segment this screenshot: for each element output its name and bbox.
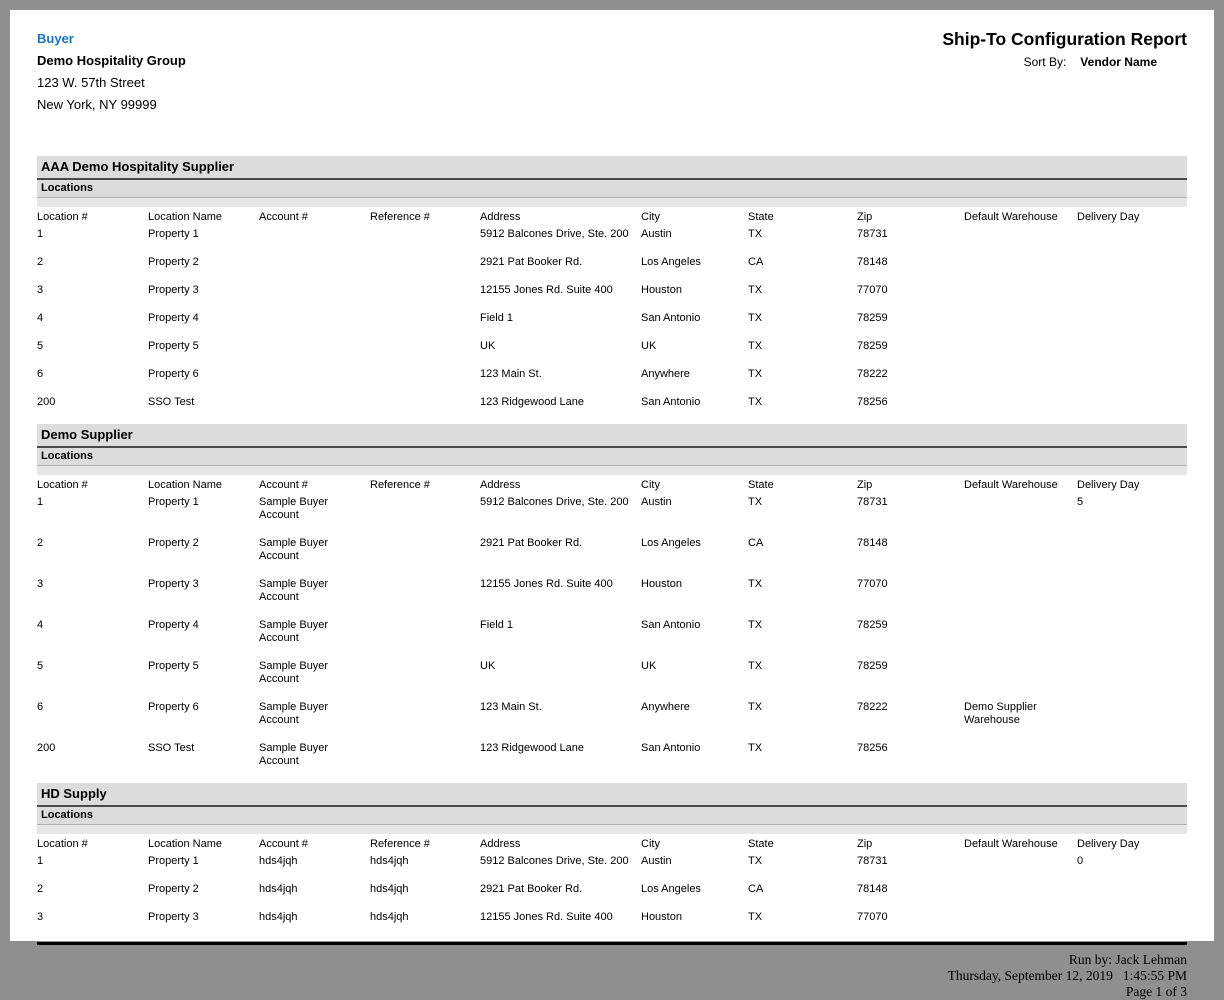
- section-strip: [37, 198, 1187, 207]
- cell-reference-number: hds4jqh: [370, 911, 409, 923]
- cell-location-name: Property 4: [148, 619, 199, 631]
- table-row: [37, 340, 1187, 368]
- cell-account-number: Sample Buyer Account: [259, 619, 329, 644]
- cell-reference-number: [370, 660, 480, 701]
- vendor-name-bar: Demo Supplier: [37, 424, 1187, 448]
- cell-address: 12155 Jones Rd. Suite 400: [480, 284, 613, 296]
- report-header: [37, 28, 1187, 116]
- cell-reference-number: [370, 701, 480, 742]
- buyer-block: [37, 28, 186, 116]
- cell-location-name: Property 2: [148, 883, 199, 895]
- cell-address: UK: [480, 340, 496, 352]
- cell-city: UK: [641, 660, 657, 672]
- cell-address: 5912 Balcones Drive, Ste. 200: [480, 228, 629, 240]
- locations-bar: Locations: [37, 180, 1187, 198]
- column-header-location-number: Location #: [37, 479, 88, 491]
- cell-city: Houston: [641, 578, 682, 590]
- report-title: Ship-To Configuration Report: [942, 29, 1187, 49]
- table-row: [37, 496, 1187, 537]
- cell-address: 5912 Balcones Drive, Ste. 200: [480, 496, 629, 508]
- cell-reference-number: [370, 228, 480, 256]
- vendor-section-aaa-demo-hospitality-supplier: [37, 156, 1187, 424]
- buyer-label: Buyer: [37, 31, 74, 46]
- cell-account-number: Sample Buyer Account: [259, 660, 329, 685]
- cell-location-number: 3: [37, 284, 44, 296]
- cell-state: TX: [748, 368, 763, 380]
- table-row: [37, 855, 1187, 883]
- column-header-zip: Zip: [857, 479, 873, 491]
- run-time: 1:45:55 PM: [1122, 968, 1187, 983]
- cell-account-number: Sample Buyer Account: [259, 742, 329, 767]
- cell-location-number: 3: [37, 578, 44, 590]
- cell-account-number: [259, 256, 370, 284]
- column-header-delivery-day: Delivery Day: [1077, 211, 1140, 223]
- cell-city: San Antonio: [641, 396, 701, 408]
- column-header-default-warehouse: Default Warehouse: [964, 479, 1058, 491]
- cell-reference-number: [370, 742, 480, 783]
- cell-state: TX: [748, 496, 763, 508]
- column-header-address: Address: [480, 838, 521, 850]
- cell-delivery-day: [1077, 660, 1187, 701]
- cell-city: Austin: [641, 228, 672, 240]
- cell-state: CA: [748, 256, 764, 268]
- column-header-delivery-day: Delivery Day: [1077, 838, 1140, 850]
- cell-state: TX: [748, 660, 763, 672]
- cell-location-name: Property 3: [148, 578, 199, 590]
- cell-account-number: [259, 228, 370, 256]
- cell-default-warehouse: [964, 396, 1077, 424]
- cell-location-name: Property 3: [148, 284, 199, 296]
- table-row: [37, 228, 1187, 256]
- cell-reference-number: [370, 578, 480, 619]
- cell-delivery-day: [1077, 883, 1187, 911]
- cell-reference-number: [370, 619, 480, 660]
- cell-zip: 78259: [857, 619, 888, 631]
- cell-city: Los Angeles: [641, 537, 701, 549]
- cell-account-number: hds4jqh: [259, 855, 298, 867]
- table-row: [37, 368, 1187, 396]
- locations-table: [37, 207, 1187, 424]
- column-header-state: State: [748, 838, 774, 850]
- cell-city: San Antonio: [641, 312, 701, 324]
- column-header-location-name: Location Name: [148, 838, 222, 850]
- table-header-row: [37, 475, 1187, 496]
- cell-state: TX: [748, 911, 763, 923]
- cell-city: Anywhere: [641, 368, 690, 380]
- cell-zip: 78148: [857, 537, 888, 549]
- cell-delivery-day: [1077, 701, 1187, 742]
- cell-delivery-day: [1077, 619, 1187, 660]
- cell-location-number: 6: [37, 701, 44, 713]
- column-header-location-name: Location Name: [148, 479, 222, 491]
- cell-address: 123 Main St.: [480, 368, 542, 380]
- cell-state: TX: [748, 855, 763, 867]
- column-header-delivery-day: Delivery Day: [1077, 479, 1140, 491]
- cell-zip: 78259: [857, 660, 888, 672]
- buyer-address-line1: 123 W. 57th Street: [37, 75, 145, 90]
- cell-location-number: 1: [37, 228, 44, 240]
- cell-state: CA: [748, 883, 764, 895]
- cell-account-number: [259, 312, 370, 340]
- run-date: Thursday, September 12, 2019: [947, 968, 1113, 983]
- cell-location-number: 3: [37, 911, 44, 923]
- title-block: [942, 28, 1187, 69]
- cell-default-warehouse: [964, 855, 1077, 883]
- table-row: [37, 312, 1187, 340]
- cell-location-number: 6: [37, 368, 44, 380]
- cell-delivery-day: [1077, 284, 1187, 312]
- column-header-account-number: Account #: [259, 479, 308, 491]
- cell-default-warehouse: [964, 228, 1077, 256]
- cell-city: San Antonio: [641, 742, 701, 754]
- table-header-row: [37, 207, 1187, 228]
- cell-reference-number: [370, 340, 480, 368]
- cell-default-warehouse: [964, 911, 1077, 939]
- column-header-address: Address: [480, 479, 521, 491]
- cell-address: 2921 Pat Booker Rd.: [480, 883, 583, 895]
- column-header-state: State: [748, 479, 774, 491]
- buyer-name: Demo Hospitality Group: [37, 53, 186, 68]
- cell-location-name: Property 6: [148, 368, 199, 380]
- cell-delivery-day: [1077, 228, 1187, 256]
- cell-address: 12155 Jones Rd. Suite 400: [480, 911, 613, 923]
- cell-reference-number: [370, 496, 480, 537]
- cell-delivery-day: [1077, 396, 1187, 424]
- cell-state: TX: [748, 228, 763, 240]
- cell-zip: 78259: [857, 312, 888, 324]
- cell-account-number: [259, 284, 370, 312]
- cell-delivery-day: [1077, 368, 1187, 396]
- report-page: [10, 10, 1214, 999]
- cell-zip: 78256: [857, 742, 888, 754]
- cell-city: Austin: [641, 855, 672, 867]
- cell-default-warehouse: [964, 312, 1077, 340]
- cell-address: 123 Main St.: [480, 701, 542, 713]
- cell-city: Houston: [641, 911, 682, 923]
- column-header-reference-number: Reference #: [370, 838, 430, 850]
- column-header-account-number: Account #: [259, 211, 308, 223]
- cell-zip: 78222: [857, 368, 888, 380]
- cell-reference-number: hds4jqh: [370, 883, 409, 895]
- column-header-account-number: Account #: [259, 838, 308, 850]
- cell-address: UK: [480, 660, 496, 672]
- cell-account-number: hds4jqh: [259, 911, 298, 923]
- cell-account-number: [259, 368, 370, 396]
- locations-table: [37, 834, 1187, 939]
- cell-address: 2921 Pat Booker Rd.: [480, 537, 583, 549]
- cell-reference-number: [370, 537, 480, 578]
- cell-location-name: Property 6: [148, 701, 199, 713]
- buyer-address-line2: New York, NY 99999: [37, 97, 157, 112]
- column-header-default-warehouse: Default Warehouse: [964, 838, 1058, 850]
- cell-location-number: 2: [37, 256, 44, 268]
- cell-address: Field 1: [480, 312, 514, 324]
- cell-location-number: 1: [37, 496, 44, 508]
- vendor-section-demo-supplier: [37, 424, 1187, 783]
- cell-location-number: 4: [37, 312, 44, 324]
- cell-location-name: Property 4: [148, 312, 199, 324]
- cell-default-warehouse: [964, 537, 1077, 578]
- vendor-section-hd-supply: [37, 783, 1187, 939]
- cell-state: CA: [748, 537, 764, 549]
- cell-reference-number: [370, 284, 480, 312]
- cell-address: 123 Ridgewood Lane: [480, 742, 584, 754]
- table-row: [37, 396, 1187, 424]
- cell-city: San Antonio: [641, 619, 701, 631]
- cell-default-warehouse: [964, 340, 1077, 368]
- cell-state: TX: [748, 284, 763, 296]
- column-header-address: Address: [480, 211, 521, 223]
- section-strip: [37, 825, 1187, 834]
- column-header-location-number: Location #: [37, 211, 88, 223]
- cell-location-number: 5: [37, 660, 44, 672]
- column-header-zip: Zip: [857, 838, 873, 850]
- cell-location-number: 5: [37, 340, 44, 352]
- cell-location-name: Property 5: [148, 340, 199, 352]
- cell-location-number: 2: [37, 537, 44, 549]
- cell-address: 123 Ridgewood Lane: [480, 396, 584, 408]
- column-header-location-number: Location #: [37, 838, 88, 850]
- cell-state: TX: [748, 312, 763, 324]
- cell-location-name: SSO Test: [148, 396, 195, 408]
- cell-city: Los Angeles: [641, 883, 701, 895]
- column-header-reference-number: Reference #: [370, 211, 430, 223]
- page-number-line: Page 1 of 3: [1125, 984, 1187, 999]
- cell-zip: 77070: [857, 578, 888, 590]
- cell-reference-number: hds4jqh: [370, 855, 409, 867]
- cell-state: TX: [748, 619, 763, 631]
- cell-city: Anywhere: [641, 701, 690, 713]
- cell-default-warehouse: [964, 619, 1077, 660]
- cell-reference-number: [370, 368, 480, 396]
- cell-location-number: 2: [37, 883, 44, 895]
- cell-reference-number: [370, 396, 480, 424]
- cell-default-warehouse: [964, 368, 1077, 396]
- cell-location-name: Property 5: [148, 660, 199, 672]
- cell-reference-number: [370, 256, 480, 284]
- cell-address: 2921 Pat Booker Rd.: [480, 256, 583, 268]
- cell-city: Austin: [641, 496, 672, 508]
- cell-reference-number: [370, 312, 480, 340]
- cell-zip: 78148: [857, 256, 888, 268]
- cell-account-number: Sample Buyer Account: [259, 496, 329, 521]
- cell-default-warehouse: [964, 284, 1077, 312]
- cell-account-number: Sample Buyer Account: [259, 701, 329, 726]
- column-header-zip: Zip: [857, 211, 873, 223]
- column-header-location-name: Location Name: [148, 211, 222, 223]
- cell-zip: 77070: [857, 911, 888, 923]
- cell-default-warehouse: [964, 660, 1077, 701]
- cell-account-number: [259, 396, 370, 424]
- cell-delivery-day: [1077, 256, 1187, 284]
- report-sections: [37, 156, 1187, 939]
- table-row: [37, 742, 1187, 783]
- cell-state: TX: [748, 701, 763, 713]
- cell-zip: 78259: [857, 340, 888, 352]
- table-row: [37, 619, 1187, 660]
- cell-location-name: Property 3: [148, 911, 199, 923]
- cell-zip: 78256: [857, 396, 888, 408]
- cell-account-number: Sample Buyer Account: [259, 578, 329, 603]
- cell-zip: 78731: [857, 228, 888, 240]
- cell-default-warehouse: [964, 578, 1077, 619]
- cell-location-name: Property 2: [148, 537, 199, 549]
- sort-by-label: Sort By:: [1023, 55, 1067, 69]
- cell-state: TX: [748, 578, 763, 590]
- cell-city: UK: [641, 340, 657, 352]
- cell-default-warehouse: [964, 496, 1077, 537]
- table-row: [37, 578, 1187, 619]
- cell-delivery-day: [1077, 742, 1187, 783]
- table-row: [37, 537, 1187, 578]
- cell-delivery-day: 5: [1077, 496, 1084, 508]
- cell-default-warehouse: [964, 883, 1077, 911]
- cell-location-name: Property 2: [148, 256, 199, 268]
- cell-default-warehouse: [964, 742, 1077, 783]
- cell-delivery-day: [1077, 340, 1187, 368]
- cell-location-number: 4: [37, 619, 44, 631]
- cell-location-name: Property 1: [148, 855, 199, 867]
- cell-default-warehouse: Demo Supplier Warehouse: [964, 701, 1037, 726]
- cell-address: Field 1: [480, 619, 514, 631]
- column-header-city: City: [641, 211, 660, 223]
- table-row: [37, 701, 1187, 742]
- cell-delivery-day: [1077, 911, 1187, 939]
- cell-location-number: 200: [37, 396, 56, 408]
- cell-city: Houston: [641, 284, 682, 296]
- cell-city: Los Angeles: [641, 256, 701, 268]
- cell-location-number: 1: [37, 855, 44, 867]
- column-header-reference-number: Reference #: [370, 479, 430, 491]
- locations-table: [37, 475, 1187, 783]
- locations-bar: Locations: [37, 448, 1187, 466]
- cell-delivery-day: [1077, 578, 1187, 619]
- cell-zip: 77070: [857, 284, 888, 296]
- cell-location-name: Property 1: [148, 228, 199, 240]
- cell-zip: 78222: [857, 701, 888, 713]
- table-row: [37, 660, 1187, 701]
- cell-account-number: hds4jqh: [259, 883, 298, 895]
- table-row: [37, 883, 1187, 911]
- vendor-name-bar: HD Supply: [37, 783, 1187, 807]
- run-by-line: Run by: Jack Lehman: [1068, 952, 1187, 967]
- cell-delivery-day: [1077, 537, 1187, 578]
- cell-zip: 78731: [857, 855, 888, 867]
- table-row: [37, 256, 1187, 284]
- vendor-name-bar: AAA Demo Hospitality Supplier: [37, 156, 1187, 180]
- column-header-city: City: [641, 479, 660, 491]
- cell-default-warehouse: [964, 256, 1077, 284]
- table-header-row: [37, 834, 1187, 855]
- column-header-state: State: [748, 211, 774, 223]
- run-date-line: [37, 968, 1187, 984]
- cell-address: 5912 Balcones Drive, Ste. 200: [480, 855, 629, 867]
- column-header-default-warehouse: Default Warehouse: [964, 211, 1058, 223]
- cell-delivery-day: 0: [1077, 855, 1084, 867]
- sort-by-value: Vendor Name: [1080, 55, 1157, 69]
- cell-delivery-day: [1077, 312, 1187, 340]
- section-strip: [37, 466, 1187, 475]
- table-row: [37, 911, 1187, 939]
- cell-state: TX: [748, 340, 763, 352]
- cell-zip: 78731: [857, 496, 888, 508]
- cell-zip: 78148: [857, 883, 888, 895]
- report-footer: [37, 942, 1187, 1000]
- sort-by-row: [942, 55, 1187, 69]
- cell-address: 12155 Jones Rd. Suite 400: [480, 578, 613, 590]
- cell-account-number: Sample Buyer Account: [259, 537, 329, 562]
- cell-location-name: SSO Test: [148, 742, 195, 754]
- cell-state: TX: [748, 396, 763, 408]
- cell-location-name: Property 1: [148, 496, 199, 508]
- table-row: [37, 284, 1187, 312]
- cell-state: TX: [748, 742, 763, 754]
- locations-bar: Locations: [37, 807, 1187, 825]
- column-header-city: City: [641, 838, 660, 850]
- cell-location-number: 200: [37, 742, 56, 754]
- cell-account-number: [259, 340, 370, 368]
